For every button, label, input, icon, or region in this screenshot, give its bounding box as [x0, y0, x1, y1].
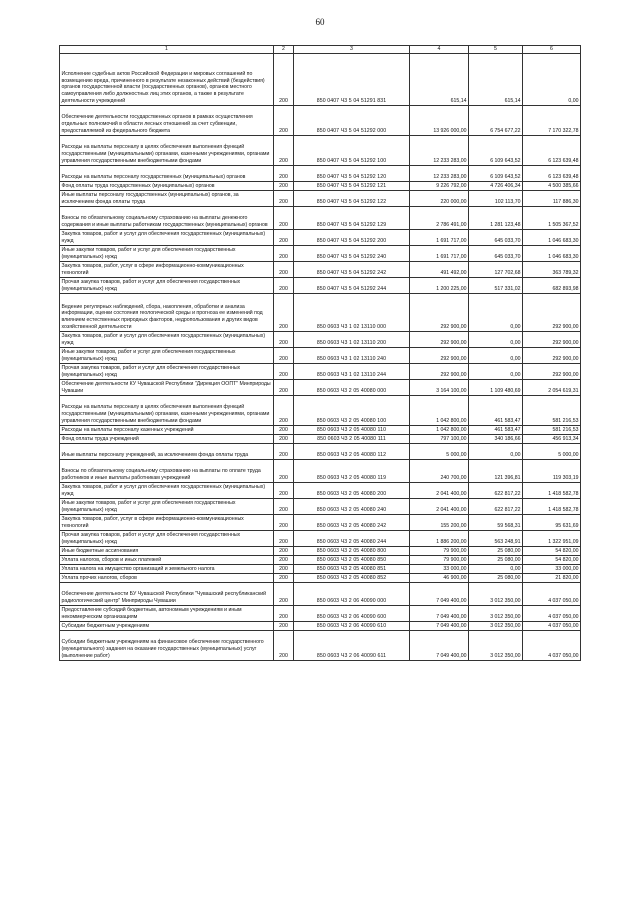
row-executed-amount: 25 080,00 [469, 547, 523, 556]
row-remaining-amount: 54 820,00 [523, 547, 581, 556]
row-executed-amount: 1 109 480,69 [469, 380, 523, 396]
row-description: Прочая закупка товаров, работ и услуг для обеспечения государственных (муниципальных) нужд [60, 278, 274, 294]
row-remaining-amount: 5 000,00 [523, 444, 581, 460]
row-remaining-amount: 456 913,34 [523, 435, 581, 444]
row-kvr: 200 [274, 294, 294, 332]
row-remaining-amount: 21 820,00 [523, 574, 581, 583]
row-description: Взносы по обязательному социальному страхованию на выплаты по оплате труда работников и иные выплаты работникам учреждений [60, 460, 274, 483]
row-description: Закупка товаров, работ, услуг в сфере информационно-коммуникационных технологий [60, 262, 274, 278]
row-description: Взносы по обязательному социальному страхованию на выплаты денежного содержания и иные выплаты работникам государственных (муниципальных) органов [60, 207, 274, 230]
row-kvr: 200 [274, 207, 294, 230]
table-row [60, 166, 581, 182]
table-row [60, 364, 581, 380]
row-description: Иные закупки товаров, работ и услуг для обеспечения государственных (муниципальных) нужд [60, 246, 274, 262]
row-description: Субсидии бюджетным учреждениям на финансовое обеспечение государственного (муниципального) задания на оказание государственных (муниципальных) услуг (выполнение работ) [60, 631, 274, 661]
table-row [60, 348, 581, 364]
row-remaining-amount: 4 037 050,00 [523, 583, 581, 606]
table-row [60, 278, 581, 294]
table-row [60, 207, 581, 230]
row-description: Прочая закупка товаров, работ и услуг для обеспечения государственных (муниципальных) нужд [60, 364, 274, 380]
row-kvr: 200 [274, 499, 294, 515]
row-executed-amount: 3 012 350,00 [469, 622, 523, 631]
row-executed-amount: 0,00 [469, 565, 523, 574]
row-executed-amount: 0,00 [469, 364, 523, 380]
row-plan-amount: 5 000,00 [410, 444, 469, 460]
row-remaining-amount: 4 037 050,00 [523, 622, 581, 631]
row-budget-code: 850 0603 Ч3 2 05 40080 111 [294, 435, 410, 444]
row-description: Уплата налогов, сборов и иных платежей [60, 556, 274, 565]
row-plan-amount: 1 042 800,00 [410, 426, 469, 435]
row-budget-code: 850 0603 Ч3 2 06 40090 600 [294, 606, 410, 622]
table-row [60, 583, 581, 606]
row-kvr: 200 [274, 191, 294, 207]
column-header: 4 [410, 46, 469, 54]
row-description: Иные закупки товаров, работ и услуг для обеспечения государственных (муниципальных) нужд [60, 499, 274, 515]
row-kvr: 200 [274, 106, 294, 136]
row-remaining-amount: 117 886,30 [523, 191, 581, 207]
row-executed-amount: 6 109 643,52 [469, 136, 523, 166]
column-header: 2 [274, 46, 294, 54]
column-header: 5 [469, 46, 523, 54]
row-executed-amount: 517 331,02 [469, 278, 523, 294]
row-remaining-amount: 4 037 050,00 [523, 606, 581, 622]
row-budget-code: 850 0603 Ч3 2 05 40080 800 [294, 547, 410, 556]
row-budget-code: 850 0603 Ч3 1 02 13110 200 [294, 332, 410, 348]
row-budget-code: 850 0407 Ч3 5 04 51292 122 [294, 191, 410, 207]
row-description: Расходы на выплаты персоналу казенных учреждений [60, 426, 274, 435]
row-kvr: 200 [274, 54, 294, 106]
table-row [60, 396, 581, 426]
row-plan-amount: 46 900,00 [410, 574, 469, 583]
row-remaining-amount: 363 789,32 [523, 262, 581, 278]
row-plan-amount: 13 926 000,00 [410, 106, 469, 136]
row-budget-code: 850 0603 Ч3 1 02 13110 240 [294, 348, 410, 364]
row-remaining-amount: 7 170 322,78 [523, 106, 581, 136]
row-executed-amount: 0,00 [469, 294, 523, 332]
row-plan-amount: 7 049 400,00 [410, 606, 469, 622]
row-executed-amount: 59 568,31 [469, 515, 523, 531]
row-budget-code: 850 0603 Ч3 2 05 40080 850 [294, 556, 410, 565]
row-budget-code: 850 0407 Ч3 5 04 51292 200 [294, 230, 410, 246]
row-executed-amount: 25 080,00 [469, 574, 523, 583]
row-executed-amount: 3 012 350,00 [469, 631, 523, 661]
row-plan-amount: 1 691 717,00 [410, 230, 469, 246]
row-executed-amount: 622 817,22 [469, 483, 523, 499]
table-row [60, 191, 581, 207]
table-row [60, 499, 581, 515]
row-executed-amount: 0,00 [469, 332, 523, 348]
row-plan-amount: 155 200,00 [410, 515, 469, 531]
row-remaining-amount: 4 500 385,66 [523, 182, 581, 191]
row-description: Уплата прочих налогов, сборов [60, 574, 274, 583]
table-row [60, 435, 581, 444]
row-plan-amount: 1 886 200,00 [410, 531, 469, 547]
row-budget-code: 850 0603 Ч3 2 06 40090 000 [294, 583, 410, 606]
row-plan-amount: 7 049 400,00 [410, 631, 469, 661]
row-budget-code: 850 0603 Ч3 2 05 40080 242 [294, 515, 410, 531]
row-remaining-amount: 292 900,00 [523, 332, 581, 348]
row-plan-amount: 292 900,00 [410, 294, 469, 332]
row-budget-code: 850 0603 Ч3 2 05 40080 200 [294, 483, 410, 499]
column-header: 6 [523, 46, 581, 54]
row-budget-code: 850 0603 Ч3 2 05 40080 112 [294, 444, 410, 460]
row-budget-code: 850 0407 Ч3 5 04 51292 100 [294, 136, 410, 166]
row-budget-code: 850 0603 Ч3 2 05 40080 000 [294, 380, 410, 396]
row-description: Фонд оплаты труда учреждений [60, 435, 274, 444]
row-plan-amount: 79 900,00 [410, 556, 469, 565]
row-remaining-amount: 54 820,00 [523, 556, 581, 565]
row-remaining-amount: 6 123 639,48 [523, 166, 581, 182]
row-budget-code: 850 0407 Ч3 5 04 51292 121 [294, 182, 410, 191]
row-description: Ведение регулярных наблюдений, сбора, накопления, обработки и анализа информации, оценки состояния геологической среды и прогноза ее изменений под влиянием естественных природных факторов, недропользования и других видов хозяйственной деятельности [60, 294, 274, 332]
page-number: 60 [315, 17, 325, 27]
table-row [60, 556, 581, 565]
row-kvr: 200 [274, 583, 294, 606]
table-row [60, 547, 581, 556]
row-executed-amount: 25 080,00 [469, 556, 523, 565]
row-plan-amount: 9 226 792,00 [410, 182, 469, 191]
table-row [60, 106, 581, 136]
row-plan-amount: 2 786 491,00 [410, 207, 469, 230]
table-row [60, 460, 581, 483]
row-plan-amount: 797 100,00 [410, 435, 469, 444]
row-kvr: 200 [274, 182, 294, 191]
row-description: Закупка товаров, работ, услуг в сфере информационно-коммуникационных технологий [60, 515, 274, 531]
row-plan-amount: 220 000,00 [410, 191, 469, 207]
row-budget-code: 850 0603 Ч3 2 05 40080 244 [294, 531, 410, 547]
table-row [60, 531, 581, 547]
row-executed-amount: 3 012 350,00 [469, 606, 523, 622]
row-description: Закупка товаров, работ и услуг для обеспечения государственных (муниципальных) нужд [60, 332, 274, 348]
row-remaining-amount: 581 216,53 [523, 396, 581, 426]
row-kvr: 200 [274, 460, 294, 483]
row-description: Обеспечение деятельности БУ Чувашской Республики "Чувашский республиканский радиологический центр" Минприроды Чувашии [60, 583, 274, 606]
row-kvr: 200 [274, 444, 294, 460]
row-plan-amount: 292 900,00 [410, 332, 469, 348]
row-description: Исполнение судебных актов Российской Федерации и мировых соглашений по возмещению вреда, причиненного в результате незаконных действий (бездействия) органов государственной власти (государственных органов), органов местного самоуправления либо должностных лиц этих органов, а также в результате деятельности учреждений [60, 54, 274, 106]
row-remaining-amount: 1 322 951,09 [523, 531, 581, 547]
row-kvr: 200 [274, 556, 294, 565]
row-kvr: 200 [274, 380, 294, 396]
row-executed-amount: 127 702,68 [469, 262, 523, 278]
row-budget-code: 850 0603 Ч3 2 05 40080 110 [294, 426, 410, 435]
row-kvr: 200 [274, 396, 294, 426]
table-row [60, 332, 581, 348]
row-remaining-amount: 0,00 [523, 54, 581, 106]
row-remaining-amount: 581 216,53 [523, 426, 581, 435]
table-row [60, 136, 581, 166]
row-kvr: 200 [274, 230, 294, 246]
row-budget-code: 850 0603 Ч3 2 05 40080 100 [294, 396, 410, 426]
row-description: Обеспечение деятельности государственных органов в рамках осуществления отдельных полномочий в области лесных отношений за счет субвенции, предоставляемой из федерального бюджета [60, 106, 274, 136]
table-row [60, 426, 581, 435]
row-executed-amount: 1 281 123,48 [469, 207, 523, 230]
row-remaining-amount: 4 037 050,00 [523, 631, 581, 661]
row-plan-amount: 1 200 225,00 [410, 278, 469, 294]
row-executed-amount: 645 033,70 [469, 246, 523, 262]
row-remaining-amount: 292 900,00 [523, 364, 581, 380]
table-header-row [60, 46, 581, 54]
row-remaining-amount: 2 054 619,31 [523, 380, 581, 396]
row-executed-amount: 622 817,22 [469, 499, 523, 515]
row-executed-amount: 563 248,91 [469, 531, 523, 547]
row-description: Иные бюджетные ассигнования [60, 547, 274, 556]
row-description: Закупка товаров, работ и услуг для обеспечения государственных (муниципальных) нужд [60, 483, 274, 499]
table-row [60, 622, 581, 631]
row-executed-amount: 3 012 350,00 [469, 583, 523, 606]
table-row [60, 182, 581, 191]
table-row [60, 262, 581, 278]
row-remaining-amount: 1 418 582,78 [523, 483, 581, 499]
row-remaining-amount: 682 893,98 [523, 278, 581, 294]
row-kvr: 200 [274, 348, 294, 364]
row-plan-amount: 2 041 400,00 [410, 499, 469, 515]
row-plan-amount: 1 042 800,00 [410, 396, 469, 426]
row-executed-amount: 0,00 [469, 348, 523, 364]
row-kvr: 200 [274, 631, 294, 661]
row-plan-amount: 12 233 283,00 [410, 166, 469, 182]
row-budget-code: 850 0603 Ч3 1 02 13110 000 [294, 294, 410, 332]
row-budget-code: 850 0603 Ч3 2 05 40080 119 [294, 460, 410, 483]
row-kvr: 200 [274, 547, 294, 556]
row-plan-amount: 79 900,00 [410, 547, 469, 556]
row-plan-amount: 12 233 283,00 [410, 136, 469, 166]
row-kvr: 200 [274, 246, 294, 262]
row-kvr: 200 [274, 435, 294, 444]
row-remaining-amount: 1 505 367,52 [523, 207, 581, 230]
row-executed-amount: 461 583,47 [469, 396, 523, 426]
row-budget-code: 850 0407 Ч3 5 04 51291 831 [294, 54, 410, 106]
row-description: Расходы на выплаты персоналу государственных (муниципальных) органов [60, 166, 274, 182]
column-header: 3 [294, 46, 410, 54]
row-description: Иные закупки товаров, работ и услуг для обеспечения государственных (муниципальных) нужд [60, 348, 274, 364]
table-row [60, 380, 581, 396]
row-remaining-amount: 292 900,00 [523, 348, 581, 364]
row-plan-amount: 2 041 400,00 [410, 483, 469, 499]
row-remaining-amount: 119 303,19 [523, 460, 581, 483]
row-kvr: 200 [274, 166, 294, 182]
row-remaining-amount: 1 046 683,30 [523, 230, 581, 246]
table-row [60, 54, 581, 106]
row-remaining-amount: 95 631,69 [523, 515, 581, 531]
row-kvr: 200 [274, 606, 294, 622]
row-executed-amount: 4 726 406,34 [469, 182, 523, 191]
row-plan-amount: 292 900,00 [410, 348, 469, 364]
row-remaining-amount: 6 123 639,48 [523, 136, 581, 166]
column-header: 1 [60, 46, 274, 54]
row-kvr: 200 [274, 515, 294, 531]
row-budget-code: 850 0407 Ч3 5 04 51292 244 [294, 278, 410, 294]
row-budget-code: 850 0407 Ч3 5 04 51292 000 [294, 106, 410, 136]
row-kvr: 200 [274, 364, 294, 380]
row-plan-amount: 3 164 100,00 [410, 380, 469, 396]
table-row [60, 246, 581, 262]
row-description: Иные выплаты персоналу учреждений, за исключением фонда оплаты труда [60, 444, 274, 460]
row-budget-code: 850 0603 Ч3 2 05 40080 852 [294, 574, 410, 583]
row-description: Расходы на выплаты персоналу в целях обеспечения выполнения функций государственными (муниципальными) органами, казенными учреждениями, органами управления государственными внебюджетными фондами [60, 396, 274, 426]
row-plan-amount: 1 691 717,00 [410, 246, 469, 262]
row-budget-code: 850 0603 Ч3 1 02 13110 244 [294, 364, 410, 380]
row-kvr: 200 [274, 622, 294, 631]
row-kvr: 200 [274, 136, 294, 166]
row-description: Прочая закупка товаров, работ и услуг для обеспечения государственных (муниципальных) нужд [60, 531, 274, 547]
row-kvr: 200 [274, 262, 294, 278]
row-budget-code: 850 0603 Ч3 2 06 40090 611 [294, 631, 410, 661]
row-kvr: 200 [274, 278, 294, 294]
row-description: Закупка товаров, работ и услуг для обеспечения государственных (муниципальных) нужд [60, 230, 274, 246]
table-row [60, 294, 581, 332]
row-description: Субсидии бюджетным учреждениям [60, 622, 274, 631]
table-row [60, 444, 581, 460]
row-description: Фонд оплаты труда государственных (муниципальных) органов [60, 182, 274, 191]
row-executed-amount: 615,14 [469, 54, 523, 106]
row-executed-amount: 121 396,81 [469, 460, 523, 483]
row-plan-amount: 7 049 400,00 [410, 583, 469, 606]
row-budget-code: 850 0603 Ч3 2 05 40080 851 [294, 565, 410, 574]
row-plan-amount: 33 000,00 [410, 565, 469, 574]
table-row [60, 230, 581, 246]
row-executed-amount: 461 583,47 [469, 426, 523, 435]
row-remaining-amount: 292 900,00 [523, 294, 581, 332]
row-kvr: 200 [274, 531, 294, 547]
row-plan-amount: 7 049 400,00 [410, 622, 469, 631]
budget-table [59, 45, 581, 661]
row-description: Уплата налога на имущество организаций и земельного налога [60, 565, 274, 574]
row-budget-code: 850 0407 Ч3 5 04 51292 120 [294, 166, 410, 182]
row-budget-code: 850 0407 Ч3 5 04 51292 129 [294, 207, 410, 230]
row-budget-code: 850 0603 Ч3 2 05 40080 240 [294, 499, 410, 515]
row-plan-amount: 491 492,00 [410, 262, 469, 278]
row-description: Расходы на выплаты персоналу в целях обеспечения выполнения функций государственными (муниципальными) органами, казенными учреждениями, органами управления государственными внебюджетными фондами [60, 136, 274, 166]
row-plan-amount: 240 700,00 [410, 460, 469, 483]
row-plan-amount: 292 900,00 [410, 364, 469, 380]
row-executed-amount: 6 754 677,22 [469, 106, 523, 136]
row-executed-amount: 340 186,66 [469, 435, 523, 444]
row-remaining-amount: 1 418 582,78 [523, 499, 581, 515]
table-row [60, 565, 581, 574]
row-executed-amount: 645 033,70 [469, 230, 523, 246]
table-row [60, 483, 581, 499]
row-budget-code: 850 0407 Ч3 5 04 51292 242 [294, 262, 410, 278]
row-remaining-amount: 1 046 683,30 [523, 246, 581, 262]
table-row [60, 606, 581, 622]
row-description: Иные выплаты персоналу государственных (муниципальных) органов, за исключением фонда оплаты труда [60, 191, 274, 207]
row-kvr: 200 [274, 574, 294, 583]
row-kvr: 200 [274, 483, 294, 499]
row-executed-amount: 102 113,70 [469, 191, 523, 207]
row-kvr: 200 [274, 565, 294, 574]
table-row [60, 631, 581, 661]
row-budget-code: 850 0603 Ч3 2 06 40090 610 [294, 622, 410, 631]
row-budget-code: 850 0407 Ч3 5 04 51292 240 [294, 246, 410, 262]
row-description: Предоставление субсидий бюджетным, автономным учреждениям и иным некоммерческим организациям [60, 606, 274, 622]
table-row [60, 574, 581, 583]
row-executed-amount: 0,00 [469, 444, 523, 460]
row-executed-amount: 6 109 643,52 [469, 166, 523, 182]
row-description: Обеспечение деятельности КУ Чувашской Республики "Дирекция ООПТ" Минприроды Чувашии [60, 380, 274, 396]
row-remaining-amount: 33 000,00 [523, 565, 581, 574]
row-plan-amount: 615,14 [410, 54, 469, 106]
table-row [60, 515, 581, 531]
row-kvr: 200 [274, 426, 294, 435]
row-kvr: 200 [274, 332, 294, 348]
